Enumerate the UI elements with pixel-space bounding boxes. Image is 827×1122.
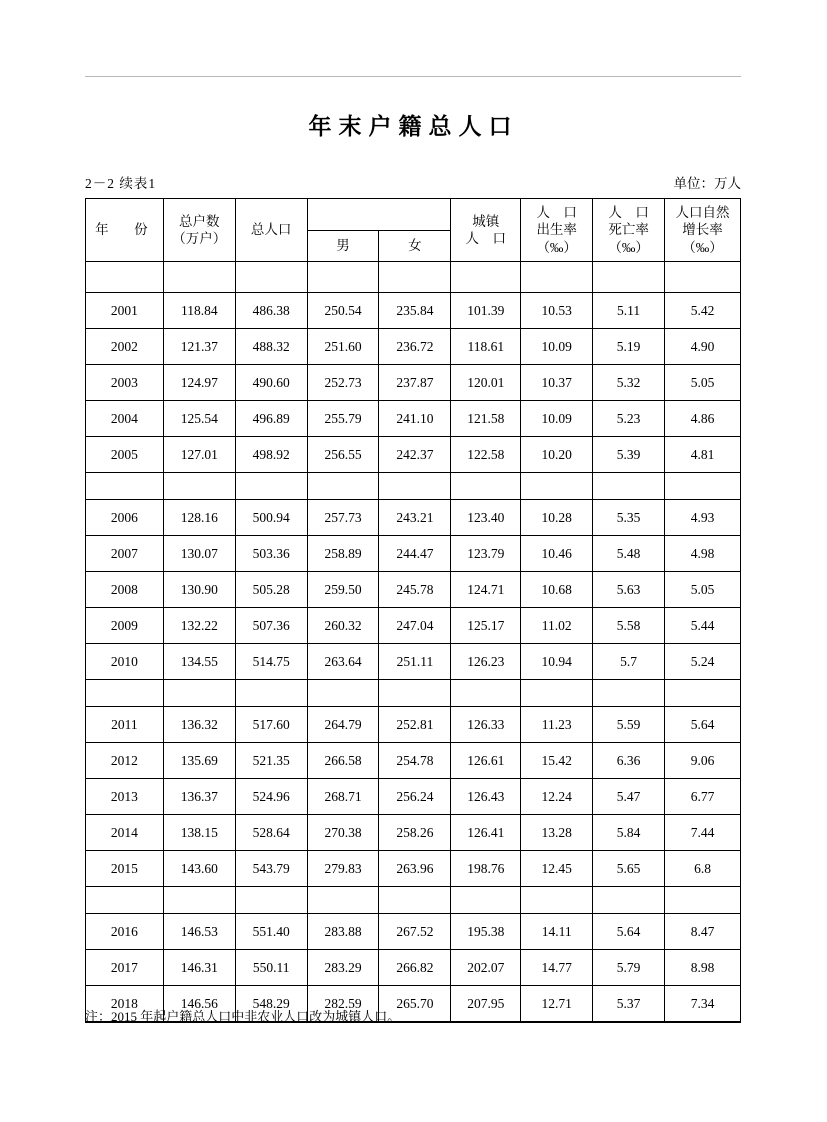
cell-households: 146.53	[163, 914, 235, 950]
cell-total: 550.11	[235, 950, 307, 986]
header-urban-population: 城镇 人 口	[451, 199, 521, 262]
table-body	[86, 262, 741, 1023]
cell-growth: 4.90	[665, 329, 741, 365]
cell-male: 252.73	[307, 365, 379, 401]
cell-households: 136.32	[163, 707, 235, 743]
cell-households: 135.69	[163, 743, 235, 779]
cell-growth: 5.05	[665, 365, 741, 401]
cell-death: 5.35	[593, 500, 665, 536]
table-row	[86, 500, 741, 536]
cell-urban: 125.17	[451, 608, 521, 644]
spacer-row-top	[86, 262, 741, 293]
cell-death: 5.58	[593, 608, 665, 644]
cell-male: 258.89	[307, 536, 379, 572]
cell-death: 5.11	[593, 293, 665, 329]
cell-birth: 12.71	[521, 986, 593, 1022]
spacer-cell	[521, 680, 593, 707]
cell-growth: 9.06	[665, 743, 741, 779]
cell-growth: 6.8	[665, 851, 741, 887]
cell-total: 503.36	[235, 536, 307, 572]
cell-male: 257.73	[307, 500, 379, 536]
table-row	[86, 293, 741, 329]
cell-year: 2003	[86, 365, 164, 401]
cell-households: 118.84	[163, 293, 235, 329]
cell-households: 132.22	[163, 608, 235, 644]
cell-urban: 124.71	[451, 572, 521, 608]
border-cell	[451, 1022, 521, 1023]
cell-female: 243.21	[379, 500, 451, 536]
cell-birth: 11.23	[521, 707, 593, 743]
cell-death: 5.65	[593, 851, 665, 887]
cell-total: 543.79	[235, 851, 307, 887]
spacer-cell	[451, 887, 521, 914]
cell-birth: 12.24	[521, 779, 593, 815]
cell-households: 130.90	[163, 572, 235, 608]
cell-urban: 118.61	[451, 329, 521, 365]
cell-birth: 11.02	[521, 608, 593, 644]
cell-growth: 4.93	[665, 500, 741, 536]
cell-year: 2018	[86, 986, 164, 1022]
cell-urban: 122.58	[451, 437, 521, 473]
cell-total: 496.89	[235, 401, 307, 437]
table-row	[86, 572, 741, 608]
cell-total: 507.36	[235, 608, 307, 644]
table-row	[86, 329, 741, 365]
cell-male: 283.29	[307, 950, 379, 986]
cell-female: 244.47	[379, 536, 451, 572]
cell-growth: 4.81	[665, 437, 741, 473]
spacer-cell	[593, 887, 665, 914]
cell-growth: 5.05	[665, 572, 741, 608]
cell-death: 5.48	[593, 536, 665, 572]
cell-urban: 207.95	[451, 986, 521, 1022]
table-row	[86, 437, 741, 473]
spacer-cell	[665, 680, 741, 707]
cell-birth: 10.53	[521, 293, 593, 329]
cell-male: 250.54	[307, 293, 379, 329]
cell-year: 2004	[86, 401, 164, 437]
spacer-cell	[86, 680, 164, 707]
spacer-cell	[665, 887, 741, 914]
table-row	[86, 950, 741, 986]
cell-birth: 10.94	[521, 644, 593, 680]
spacer-cell	[307, 680, 379, 707]
cell-total: 490.60	[235, 365, 307, 401]
table-meta-row	[85, 172, 741, 192]
cell-birth: 10.20	[521, 437, 593, 473]
cell-year: 2016	[86, 914, 164, 950]
population-table	[85, 198, 741, 1023]
cell-total: 498.92	[235, 437, 307, 473]
cell-year: 2017	[86, 950, 164, 986]
cell-growth: 5.64	[665, 707, 741, 743]
cell-year: 2002	[86, 329, 164, 365]
spacer-row	[86, 680, 741, 707]
table-row	[86, 707, 741, 743]
spacer-cell	[521, 887, 593, 914]
cell-growth: 4.98	[665, 536, 741, 572]
cell-urban: 126.41	[451, 815, 521, 851]
cell-male: 263.64	[307, 644, 379, 680]
cell-households: 127.01	[163, 437, 235, 473]
cell-urban: 126.61	[451, 743, 521, 779]
cell-female: 254.78	[379, 743, 451, 779]
cell-death: 5.63	[593, 572, 665, 608]
header-year: 年 份	[86, 199, 164, 262]
spacer-cell	[379, 473, 451, 500]
cell-total: 528.64	[235, 815, 307, 851]
cell-birth: 10.09	[521, 401, 593, 437]
spacer-cell	[593, 262, 665, 293]
cell-total: 486.38	[235, 293, 307, 329]
cell-death: 5.23	[593, 401, 665, 437]
cell-female: 265.70	[379, 986, 451, 1022]
page-title: 年末户籍总人口	[308, 113, 519, 140]
cell-year: 2005	[86, 437, 164, 473]
cell-birth: 10.37	[521, 365, 593, 401]
cell-year: 2006	[86, 500, 164, 536]
cell-year: 2013	[86, 779, 164, 815]
spacer-cell	[593, 680, 665, 707]
cell-death: 5.64	[593, 914, 665, 950]
header-total-population: 总人口	[235, 199, 307, 262]
cell-urban: 126.23	[451, 644, 521, 680]
spacer-cell	[86, 887, 164, 914]
cell-female: 252.81	[379, 707, 451, 743]
cell-households: 143.60	[163, 851, 235, 887]
table-row	[86, 536, 741, 572]
table-note: 注：2015 年起户籍总人口中非农业人口改为城镇人口。	[85, 1009, 401, 1024]
cell-total: 505.28	[235, 572, 307, 608]
cell-death: 5.32	[593, 365, 665, 401]
cell-birth: 15.42	[521, 743, 593, 779]
cell-year: 2001	[86, 293, 164, 329]
spacer-cell	[593, 473, 665, 500]
header-male: 男	[307, 230, 379, 262]
cell-growth: 4.86	[665, 401, 741, 437]
spacer-cell	[235, 473, 307, 500]
border-cell	[665, 1022, 741, 1023]
cell-birth: 10.28	[521, 500, 593, 536]
cell-households: 124.97	[163, 365, 235, 401]
cell-urban: 198.76	[451, 851, 521, 887]
cell-female: 242.37	[379, 437, 451, 473]
cell-female: 247.04	[379, 608, 451, 644]
cell-female: 241.10	[379, 401, 451, 437]
cell-female: 256.24	[379, 779, 451, 815]
cell-death: 5.7	[593, 644, 665, 680]
cell-death: 5.79	[593, 950, 665, 986]
cell-year: 2007	[86, 536, 164, 572]
table-row	[86, 779, 741, 815]
cell-households: 121.37	[163, 329, 235, 365]
spacer-cell	[521, 262, 593, 293]
cell-households: 136.37	[163, 779, 235, 815]
cell-total: 488.32	[235, 329, 307, 365]
cell-growth: 6.77	[665, 779, 741, 815]
header-sex-group	[307, 199, 451, 231]
cell-growth: 7.44	[665, 815, 741, 851]
spacer-cell	[665, 473, 741, 500]
cell-growth: 5.42	[665, 293, 741, 329]
cell-male: 270.38	[307, 815, 379, 851]
cell-urban: 120.01	[451, 365, 521, 401]
cell-year: 2012	[86, 743, 164, 779]
spacer-cell	[307, 473, 379, 500]
cell-growth: 5.44	[665, 608, 741, 644]
cell-death: 5.47	[593, 779, 665, 815]
spacer-cell	[379, 262, 451, 293]
cell-male: 251.60	[307, 329, 379, 365]
cell-male: 268.71	[307, 779, 379, 815]
table-row	[86, 608, 741, 644]
cell-male: 256.55	[307, 437, 379, 473]
spacer-cell	[665, 262, 741, 293]
cell-urban: 195.38	[451, 914, 521, 950]
cell-urban: 126.43	[451, 779, 521, 815]
table-row	[86, 815, 741, 851]
cell-male: 255.79	[307, 401, 379, 437]
spacer-cell	[163, 887, 235, 914]
cell-death: 5.37	[593, 986, 665, 1022]
cell-birth: 14.77	[521, 950, 593, 986]
cell-total: 517.60	[235, 707, 307, 743]
cell-total: 551.40	[235, 914, 307, 950]
cell-year: 2010	[86, 644, 164, 680]
cell-female: 245.78	[379, 572, 451, 608]
cell-growth: 8.47	[665, 914, 741, 950]
table-row	[86, 851, 741, 887]
cell-urban: 202.07	[451, 950, 521, 986]
spacer-cell	[235, 887, 307, 914]
header-divider-line	[85, 76, 741, 77]
spacer-cell	[521, 473, 593, 500]
cell-female: 258.26	[379, 815, 451, 851]
cell-female: 251.11	[379, 644, 451, 680]
cell-birth: 12.45	[521, 851, 593, 887]
cell-death: 5.84	[593, 815, 665, 851]
border-cell	[593, 1022, 665, 1023]
cell-households: 130.07	[163, 536, 235, 572]
cell-year: 2009	[86, 608, 164, 644]
table-number: 2－2 续表1	[85, 176, 157, 191]
spacer-cell	[307, 887, 379, 914]
spacer-cell	[163, 262, 235, 293]
table-header	[86, 199, 741, 262]
cell-households: 138.15	[163, 815, 235, 851]
table-row	[86, 401, 741, 437]
cell-urban: 126.33	[451, 707, 521, 743]
spacer-cell	[235, 262, 307, 293]
header-natural-growth-rate: 人口自然 增长率 （‰）	[665, 199, 741, 262]
spacer-cell	[379, 680, 451, 707]
cell-male: 282.59	[307, 986, 379, 1022]
cell-households: 146.31	[163, 950, 235, 986]
cell-female: 267.52	[379, 914, 451, 950]
cell-households: 146.56	[163, 986, 235, 1022]
cell-total: 500.94	[235, 500, 307, 536]
border-cell	[521, 1022, 593, 1023]
table-row	[86, 914, 741, 950]
cell-male: 259.50	[307, 572, 379, 608]
header-female: 女	[379, 230, 451, 262]
cell-male: 283.88	[307, 914, 379, 950]
cell-death: 5.19	[593, 329, 665, 365]
cell-total: 548.29	[235, 986, 307, 1022]
spacer-cell	[163, 680, 235, 707]
cell-birth: 14.11	[521, 914, 593, 950]
spacer-cell	[163, 473, 235, 500]
header-death-rate: 人 口 死亡率 （‰）	[593, 199, 665, 262]
spacer-row	[86, 887, 741, 914]
table-row	[86, 365, 741, 401]
spacer-cell	[379, 887, 451, 914]
cell-growth: 7.34	[665, 986, 741, 1022]
cell-female: 263.96	[379, 851, 451, 887]
cell-households: 134.55	[163, 644, 235, 680]
spacer-cell	[451, 262, 521, 293]
cell-urban: 123.79	[451, 536, 521, 572]
cell-death: 5.59	[593, 707, 665, 743]
cell-male: 279.83	[307, 851, 379, 887]
cell-year: 2014	[86, 815, 164, 851]
cell-birth: 10.68	[521, 572, 593, 608]
table-row	[86, 644, 741, 680]
cell-male: 260.32	[307, 608, 379, 644]
cell-female: 235.84	[379, 293, 451, 329]
cell-death: 5.39	[593, 437, 665, 473]
cell-total: 521.35	[235, 743, 307, 779]
spacer-cell	[235, 680, 307, 707]
cell-urban: 123.40	[451, 500, 521, 536]
spacer-cell	[86, 473, 164, 500]
spacer-cell	[451, 473, 521, 500]
cell-birth: 13.28	[521, 815, 593, 851]
cell-households: 125.54	[163, 401, 235, 437]
header-birth-rate: 人 口 出生率 （‰）	[521, 199, 593, 262]
cell-year: 2011	[86, 707, 164, 743]
cell-male: 266.58	[307, 743, 379, 779]
spacer-row	[86, 473, 741, 500]
cell-year: 2008	[86, 572, 164, 608]
cell-households: 128.16	[163, 500, 235, 536]
cell-death: 6.36	[593, 743, 665, 779]
spacer-cell	[307, 262, 379, 293]
cell-growth: 8.98	[665, 950, 741, 986]
cell-birth: 10.09	[521, 329, 593, 365]
cell-female: 266.82	[379, 950, 451, 986]
cell-year: 2015	[86, 851, 164, 887]
cell-urban: 121.58	[451, 401, 521, 437]
cell-male: 264.79	[307, 707, 379, 743]
table-row	[86, 743, 741, 779]
spacer-cell	[451, 680, 521, 707]
cell-birth: 10.46	[521, 536, 593, 572]
header-households: 总户数 （万户）	[163, 199, 235, 262]
cell-total: 514.75	[235, 644, 307, 680]
cell-female: 237.87	[379, 365, 451, 401]
cell-urban: 101.39	[451, 293, 521, 329]
unit-label: 单位：万人	[673, 176, 741, 191]
cell-total: 524.96	[235, 779, 307, 815]
cell-female: 236.72	[379, 329, 451, 365]
spacer-cell	[86, 262, 164, 293]
cell-growth: 5.24	[665, 644, 741, 680]
